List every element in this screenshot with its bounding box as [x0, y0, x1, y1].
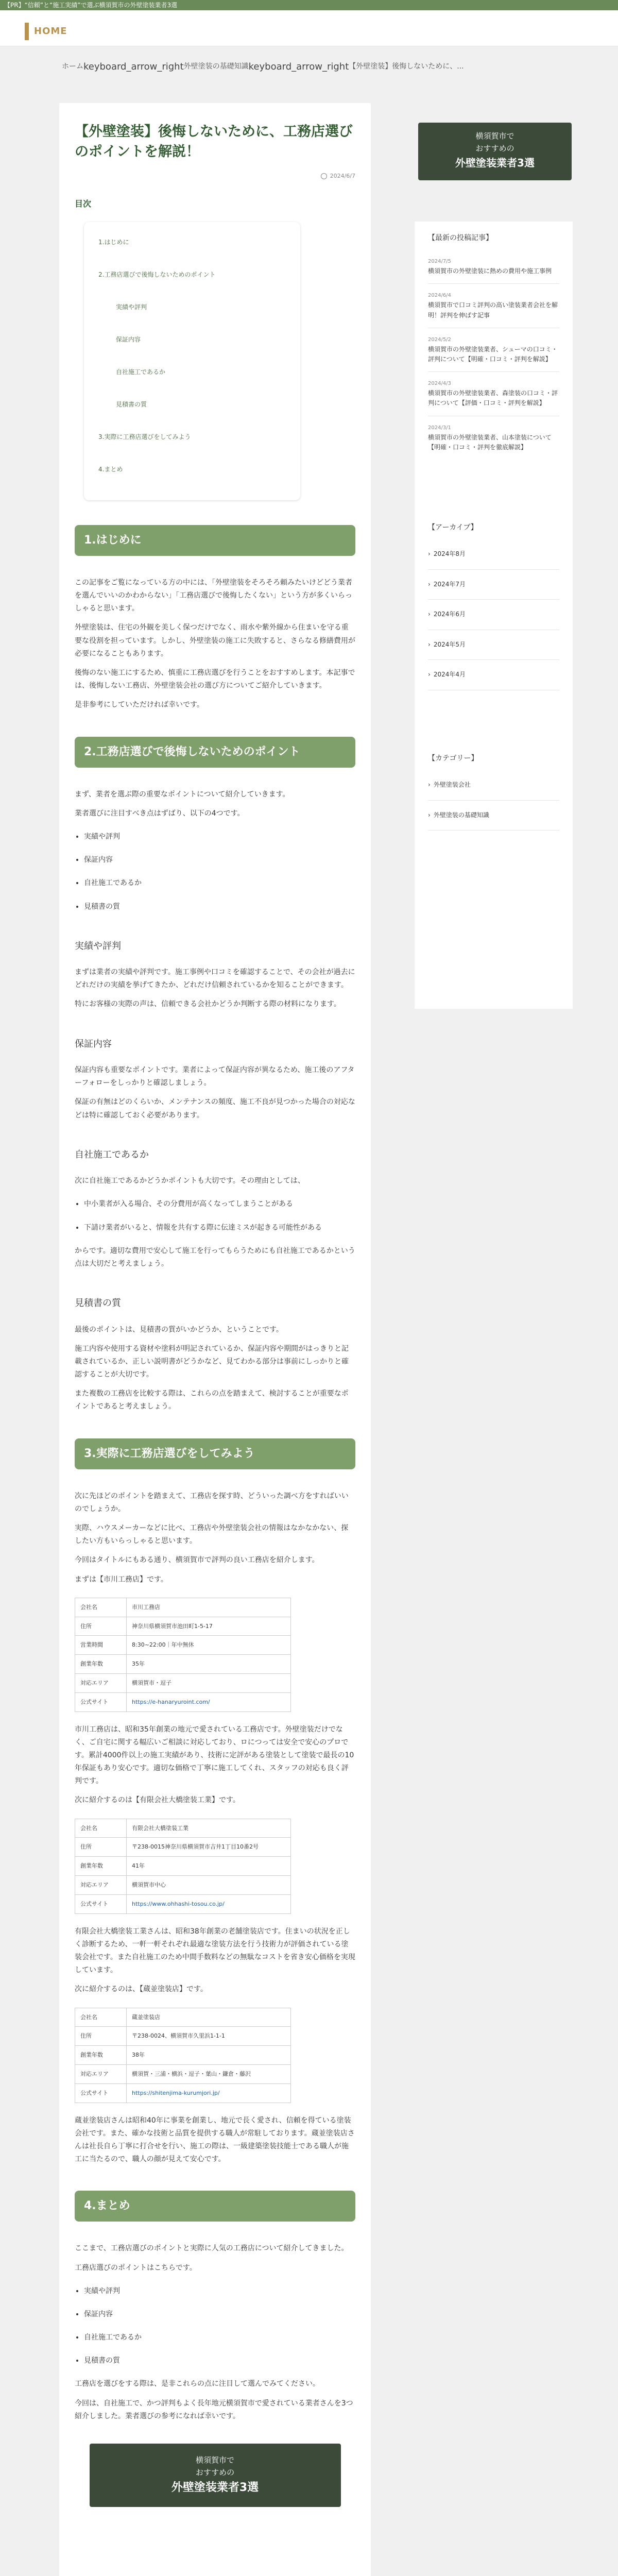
table-row	[75, 2008, 291, 2027]
post-date: 2024/3/1	[428, 425, 451, 431]
paragraph: 次に自社施工であるかどうかポイントも大切です。その理由としては、	[75, 1177, 305, 1185]
recent-posts-title: 【最新の投稿記事】	[428, 234, 493, 242]
breadcrumb	[62, 56, 536, 78]
home-mark-icon	[25, 23, 29, 40]
breadcrumb-home[interactable]: ホーム	[62, 62, 83, 71]
pr-text: 【PR】“信頼”と“施工実績”で選ぶ横須賀市の外壁塗装業者3選	[4, 2, 178, 9]
table-value: 38年	[127, 2046, 291, 2065]
paragraph: まずは【市川工務店】です。	[75, 1575, 168, 1584]
cta-title: 外壁塗装業者3選	[171, 2481, 259, 2494]
table-row	[75, 2083, 291, 2103]
list-item: • 中小業者が入る場合、その分費用が高くなってしまうことがある	[84, 1198, 355, 1211]
table-row	[75, 1636, 291, 1655]
paragraph: 工務店を選びをする際は、是非これらの点に注目して選んでみてください。	[75, 2380, 320, 2388]
cta-title: 外壁塗装業者3選	[455, 157, 535, 169]
subheading: 自社施工であるか	[75, 1149, 149, 1160]
paragraph: 後悔のない施工にするため、慎重に工務店選びを行うことをおすすめします。本記事では、後悔しない工務店、外壁塗装会社の選び方についてご紹介していきます。	[75, 669, 355, 690]
paragraph: 次に紹介するのは【有限会社大橋塗装工業】です。	[75, 1796, 240, 1805]
archive-item[interactable]: › 2024年6月	[428, 600, 559, 630]
company-table	[75, 1598, 291, 1712]
cta-line: おすすめの	[475, 144, 514, 153]
list-item: • 自社施工であるか	[84, 2331, 355, 2344]
paragraph: 実際、ハウスメーカーなどに比べ、工務店や外壁塗装会社の情報はなかなかない、探したい方もいらっしゃると思います。	[75, 1524, 349, 1546]
section-heading: 2.工務店選びで後悔しないためのポイント	[75, 737, 355, 768]
category-list	[428, 770, 559, 831]
archive-list	[428, 539, 559, 690]
table-key: 会社名	[75, 2008, 127, 2027]
paragraph: 保証内容も重要なポイントです。業者によって保証内容が異なるため、施工後のアフターフォローをしっかりと確認しましょう。	[75, 1066, 355, 1088]
list-item: • 保証内容	[84, 854, 355, 867]
points-list	[84, 831, 355, 913]
paragraph: まずは業者の実績や評判です。施工事例や口コミを確認することで、その会社が過去にどれだけの実績を挙げてきたか、どれだけ信頼されているかを知ることができます。	[75, 968, 355, 990]
list-item: • 見積書の質	[84, 901, 355, 913]
post-date: 2024/5/2	[428, 336, 451, 343]
table-value: 横須賀市中心	[127, 1876, 291, 1895]
cta-line: 横須賀市で	[475, 131, 514, 141]
table-key: 創業年数	[75, 1655, 127, 1674]
home-link[interactable]	[25, 23, 67, 40]
table-key: 会社名	[75, 1819, 127, 1838]
list-item: • 見積書の質	[84, 2354, 355, 2367]
paragraph: 次に紹介するのは、【蔵並塗装店】です。	[75, 1985, 208, 1994]
table-value: 神奈川県横須賀市池田町1-5-17	[127, 1617, 291, 1636]
table-key: 公式サイト	[75, 1692, 127, 1711]
table-row	[75, 1857, 291, 1876]
table-row	[75, 1673, 291, 1692]
table-row	[75, 2027, 291, 2046]
article-date: 2024/6/7	[330, 173, 355, 180]
table-key: 創業年数	[75, 2046, 127, 2065]
archive-item[interactable]: › 2024年4月	[428, 660, 559, 690]
table-key: 住所	[75, 1838, 127, 1857]
table-row	[75, 1655, 291, 1674]
table-value: 41年	[127, 1857, 291, 1876]
table-value: 35年	[127, 1655, 291, 1674]
post-date: 2024/4/3	[428, 381, 451, 387]
paragraph: 次に先ほどのポイントを踏まえて、工務店を探す時、どういった調べ方をすればいいのでしょうか。	[75, 1492, 349, 1513]
subheading: 保証内容	[75, 1038, 112, 1049]
table-value: 横須賀・三浦・横浜・逗子・葉山・鎌倉・藤沢	[127, 2064, 291, 2083]
sidebar-recommend-button[interactable]	[418, 123, 572, 180]
clock-icon	[321, 173, 327, 179]
toc-item[interactable]: 4.まとめ	[98, 465, 123, 473]
post-title: 横須賀市の外壁塗装に熱めの費用や施工事例	[428, 267, 552, 275]
paragraph: 是非参考にしていただければ幸いです。	[75, 701, 204, 709]
post-title: 横須賀市の外壁塗装業者、森塗装の口コミ・評判について【評価・口コミ・評判を解説】	[428, 389, 558, 407]
subheading: 見積書の質	[75, 1298, 121, 1309]
toc-item[interactable]: 見積書の質	[116, 400, 147, 408]
table-key: 対応エリア	[75, 2064, 127, 2083]
paragraph: 有限会社大橋塗装工業さんは、昭和38年創業の老舗塗装店です。住まいの状況を正しく診断するため、一軒一軒それぞれ最適な塗装方法を行う技術力が評価されている塗装会社です。また自社施工のため中間手数料などの無駄なコストを省き安心価格を実現しています。	[75, 1927, 355, 1975]
table-key: 対応エリア	[75, 1876, 127, 1895]
post-title: 横須賀市の外壁塗装業者、山本塗装について【明確・口コミ・評判を徹底解説】	[428, 433, 552, 451]
official-site-link[interactable]: https://e-hanaryuroint.com/	[132, 1698, 210, 1705]
paragraph: 蔵並塗装店さんは昭和40年に事業を創業し、地元で長く愛され、信頼を得ている塗装会社です。また、確かな技術と品質を提供する職人が常駐しております。蔵並塗装店さんは社長自ら丁寧に打合せを行い、施工の際は、一級建築塗装技能士である職人が施工に当たるので、職人の顔が見えて安心です。	[75, 2116, 355, 2164]
list-item: • 実績や評判	[84, 831, 355, 843]
table-key: 会社名	[75, 1598, 127, 1617]
company-table	[75, 2008, 291, 2103]
table-value: 市川工務店	[127, 1598, 291, 1617]
official-site-link[interactable]: https://www.ohhashi-tosou.co.jp/	[132, 1900, 225, 1907]
table-key: 対応エリア	[75, 1673, 127, 1692]
post-title: 横須賀市の外壁塗装業者、シューマの口コミ・評判について【明確・口コミ・評判を解説】	[428, 345, 558, 363]
archive-title: 【アーカイブ】	[428, 523, 478, 532]
table-row	[75, 2064, 291, 2083]
points-list	[84, 2285, 355, 2368]
post-date: 2024/6/4	[428, 293, 451, 299]
category-title: 【カテゴリー】	[428, 754, 478, 763]
list-item: • 下請け業者がいると、情報を共有する際に伝達ミスが起きる可能性がある	[84, 1222, 355, 1234]
breadcrumb-current: 【外壁塗装】後悔しないために、...	[349, 62, 464, 71]
table-key: 公式サイト	[75, 2083, 127, 2103]
top-pr-bar	[0, 0, 618, 10]
recent-post[interactable]	[428, 284, 559, 328]
toc-item[interactable]: 3.実際に工務店選びをしてみよう	[98, 433, 191, 440]
toc-item[interactable]: 自社施工であるか	[116, 368, 166, 376]
toc-item[interactable]: 保証内容	[116, 335, 141, 343]
table-of-contents	[84, 222, 300, 500]
table-row	[75, 1876, 291, 1895]
recent-post[interactable]	[428, 328, 559, 372]
table-value: 横須賀市・逗子	[127, 1673, 291, 1692]
article-meta	[75, 171, 355, 181]
paragraph: 施工内容や使用する資材や塗料が明記されているか、保証内容や期間がはっきりと記載されているか、正しい説明書がどうかなど、見てわかる部分は事前にしっかりと確認することが大切です。	[75, 1344, 349, 1379]
archive-item[interactable]: › 2024年7月	[428, 570, 559, 600]
category-item[interactable]: › 外壁塗装の基礎知識	[428, 801, 559, 831]
table-row	[75, 1894, 291, 1913]
paragraph: 工務店選びのポイントはこちらです。	[75, 2263, 197, 2272]
paragraph: この記事をご覧になっている方の中には、「外壁塗装をそろそろ頼みたいけどどう業者を選んでいいのかわからない」「工務店選びで後悔したくない」という方が多くいらっしゃると思います。	[75, 578, 352, 613]
breadcrumb-arrow-icon: keyboard_arrow_right	[248, 61, 349, 72]
table-value: 蔵並塗装店	[127, 2008, 291, 2027]
breadcrumb-category[interactable]: 外壁塗装の基礎知識	[183, 62, 249, 71]
list-item: • 実績や評判	[84, 2285, 355, 2298]
paragraph: 今回は、自社施工で、かつ評判もよく長年地元横須賀市で愛されている業者さんを3つ紹介しました。業者選びの参考になれば幸いです。	[75, 2399, 353, 2420]
table-row	[75, 1598, 291, 1617]
paragraph: まず、業者を選ぶ際の重要なポイントについて紹介していきます。	[75, 790, 290, 799]
table-key: 営業時間	[75, 1636, 127, 1655]
sidebar	[415, 222, 573, 1009]
toc-title: 目次	[75, 199, 92, 209]
paragraph: ここまで、工務店選びのポイントと実際に人気の工務店について紹介してきました。	[75, 2244, 349, 2253]
table-key: 住所	[75, 2027, 127, 2046]
recent-post[interactable]	[428, 250, 559, 284]
paragraph: 市川工務店は、昭和35年創業の地元で愛されている工務店です。外壁塗装だけでなく、ご自宅に関する幅広いご相談に対応しており、ロにつっては安全で安心のプロです。累計4000件以上の施工実績があり、技術に定評がある塗装として塗装で最長の10年保証もあり安心です。適切な価格で丁寧に施工してくれ、スタッフの対応も良く評判です。	[75, 1725, 354, 1786]
table-value: 〒238-0015神奈川県横須賀市吉井1丁目10番2号	[127, 1838, 291, 1857]
official-site-link[interactable]: https://shitenjima-kurumjori.jp/	[132, 2089, 220, 2096]
table-value: 8:30~22:00｜年中無休	[127, 1636, 291, 1655]
article-title: 【外壁塗装】後悔しないために、工務店選びのポイントを解説！	[75, 124, 353, 160]
site-header	[0, 10, 618, 46]
home-label: HOME	[34, 25, 67, 37]
points-list	[84, 1198, 355, 1234]
post-date: 2024/7/5	[428, 259, 451, 265]
table-row	[75, 1617, 291, 1636]
recommend-banner-button[interactable]	[90, 2444, 341, 2507]
list-item: • 自社施工であるか	[84, 877, 355, 890]
toc-item[interactable]: 実績や評判	[116, 303, 147, 311]
cta-line: 横須賀市で	[195, 2455, 234, 2465]
paragraph: また複数の工務店を比較する際は、これらの点を踏まえて、検討することが重要なポイントであると考えましょう。	[75, 1389, 349, 1411]
paragraph: 業者選びに注目すべき点はずばり、以下の4つです。	[75, 809, 245, 818]
paragraph: 保証の有無はどのくらいか、メンテナンスの頻度、施工不良が見つかった場合の対応などは特に確認しておく必要があります。	[75, 1098, 355, 1120]
table-key: 住所	[75, 1617, 127, 1636]
section-heading: 4.まとめ	[75, 2191, 355, 2222]
breadcrumb-arrow-icon: keyboard_arrow_right	[83, 61, 184, 72]
recent-post[interactable]	[428, 416, 559, 460]
company-table	[75, 1819, 291, 1914]
table-row	[75, 1692, 291, 1711]
category-item[interactable]: › 外壁塗装会社	[428, 770, 559, 801]
section-heading: 1.はじめに	[75, 525, 355, 556]
toc-item[interactable]: 1.はじめに	[98, 238, 129, 246]
table-value: 有限会社大橋塗装工業	[127, 1819, 291, 1838]
paragraph: 特にお客様の実際の声は、信頼できる会社かどうか判断する際の材料になります。	[75, 1000, 341, 1009]
table-key: 公式サイト	[75, 1894, 127, 1913]
table-row	[75, 1838, 291, 1857]
table-row	[75, 1819, 291, 1838]
table-row	[75, 2046, 291, 2065]
paragraph: 外壁塗装は、住宅の外観を美しく保つだけでなく、雨水や紫外線から住まいを守る重要な役割を担っています。しかし、外壁塗装の施工に失敗すると、さらなる修繕費用が必要になることもあります。	[75, 623, 355, 658]
paragraph: 最後のポイントは、見積書の質がいかどうか、ということです。	[75, 1325, 283, 1334]
post-title: 横須賀市で口コミ評判の高い塗装業者会社を解明！評判を伸ばす記事	[428, 301, 558, 319]
paragraph: からです。適切な費用で安心して施工を行ってもらうためにも自社施工であるかという点は大切だと考えましょう。	[75, 1246, 355, 1268]
table-value: 〒238-0024、横須賀市久里浜1-1-1	[127, 2027, 291, 2046]
paragraph: 今回はタイトルにもある通り、横須賀市で評判の良い工務店を紹介します。	[75, 1556, 319, 1565]
cta-line: おすすめの	[195, 2468, 235, 2477]
archive-item[interactable]: › 2024年5月	[428, 630, 559, 660]
list-item: • 保証内容	[84, 2308, 355, 2321]
toc-item[interactable]: 2.工務店選びで後悔しないためのポイント	[98, 270, 216, 278]
subheading: 実績や評判	[75, 940, 121, 952]
article-card	[59, 103, 371, 2576]
table-key: 創業年数	[75, 1857, 127, 1876]
recent-post[interactable]	[428, 372, 559, 416]
archive-item[interactable]: › 2024年8月	[428, 539, 559, 570]
section-heading: 3.実際に工務店選びをしてみよう	[75, 1438, 355, 1469]
